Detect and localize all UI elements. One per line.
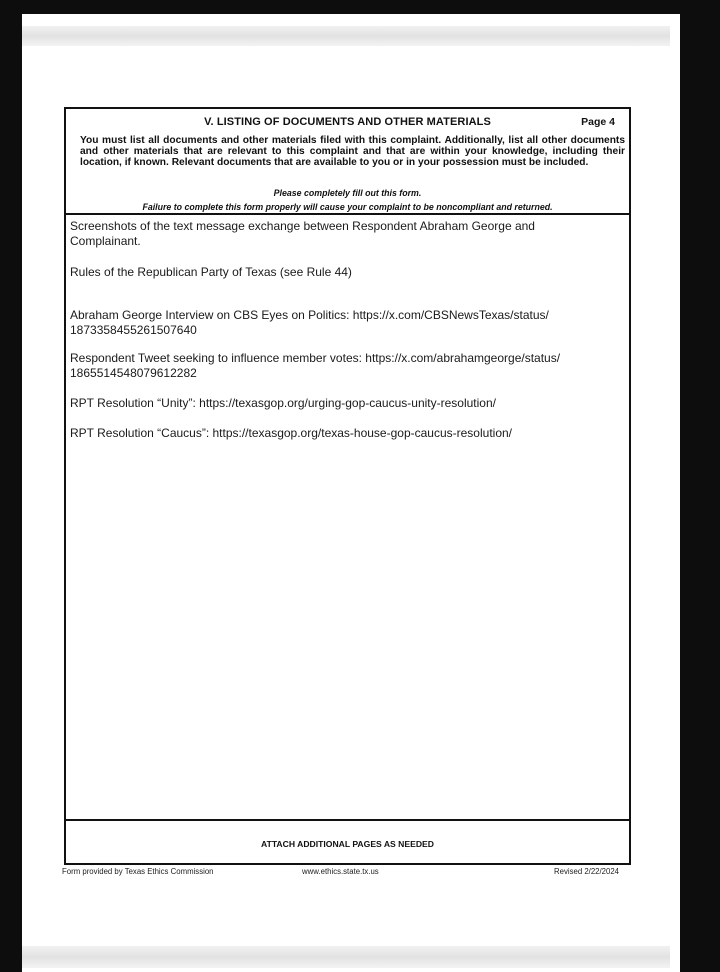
attach-pages-text: ATTACH ADDITIONAL PAGES AS NEEDED	[261, 839, 434, 849]
list-item: Respondent Tweet seeking to influence member votes: https://x.com/abrahamgeorge/status/ 1865514548079612282	[70, 351, 561, 380]
form-header	[66, 109, 629, 215]
footer-revised: Revised 2/22/2024	[554, 867, 620, 876]
list-item: RPT Resolution “Caucus”: https://texasgop.org/texas-house-gop-caucus-resolution/	[70, 426, 513, 440]
scan-edge-top	[22, 26, 670, 46]
footer-website: www.ethics.state.tx.us	[302, 867, 379, 876]
attach-pages-row	[66, 819, 629, 865]
scan-edge-bottom	[22, 946, 670, 968]
list-item: Rules of the Republican Party of Texas (see Rule 44)	[70, 265, 352, 279]
page-number: Page 4	[581, 116, 615, 128]
list-item: Abraham George Interview on CBS Eyes on Politics: https://x.com/CBSNewsTexas/status/ 1873358455261507640	[70, 308, 549, 337]
footer-provider: Form provided by Texas Ethics Commission	[62, 867, 214, 876]
section-title: V. LISTING OF DOCUMENTS AND OTHER MATERIALS	[204, 116, 491, 128]
instructions-text: You must list all documents and other materials filed with this complaint. Additionally, list all other documents and other materials that are relevant to this complaint and that are within your knowledge, including their location, if known. Relevant documents that are available to you or in your possession must be included.	[80, 135, 625, 169]
noncompliance-warning: Failure to complete this form properly will cause your complaint to be noncompliant and returned.	[142, 202, 553, 212]
list-item: RPT Resolution “Unity”: https://texasgop.org/urging-gop-caucus-unity-resolution/	[70, 396, 496, 410]
fill-out-note: Please completely fill out this form.	[273, 188, 422, 198]
list-item: Screenshots of the text message exchange between Respondent Abraham George and Complainant.	[70, 219, 535, 248]
form-box	[64, 107, 631, 865]
